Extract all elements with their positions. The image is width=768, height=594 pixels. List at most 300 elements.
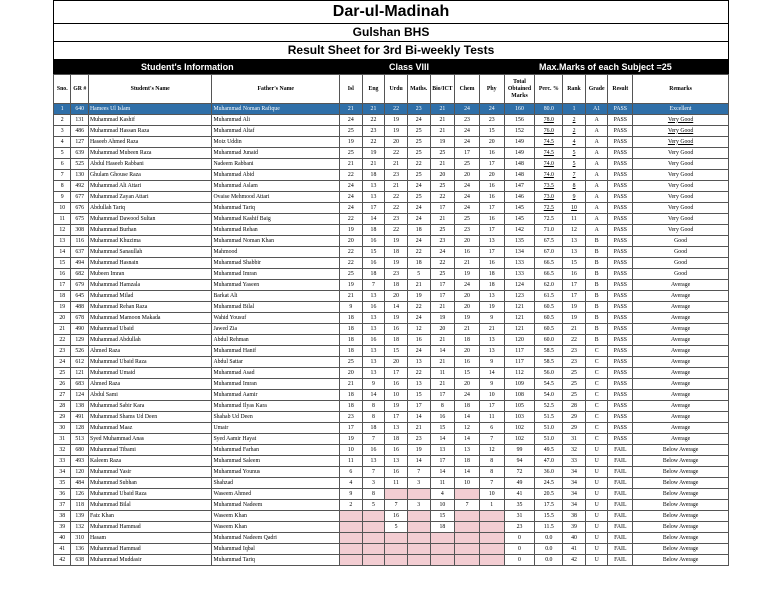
- table-cell: 638: [71, 555, 88, 566]
- table-cell: 2: [340, 500, 363, 511]
- table-cell: 16: [362, 258, 385, 269]
- table-cell: [362, 522, 385, 533]
- table-cell: 18: [362, 423, 385, 434]
- table-cell: Muhammad Maaz: [88, 423, 211, 434]
- table-cell: [455, 544, 480, 555]
- table-cell: 118: [71, 500, 88, 511]
- table-cell: 11: [563, 214, 586, 225]
- table-cell: 0: [504, 544, 535, 555]
- table-cell: 18: [407, 225, 430, 236]
- table-cell: 40: [54, 533, 71, 544]
- column-header: Bio/ICT: [430, 75, 455, 104]
- table-cell: PASS: [608, 302, 633, 313]
- table-cell: 15: [362, 247, 385, 258]
- table-cell: 22: [385, 104, 408, 115]
- table-cell: C: [585, 379, 608, 390]
- table-cell: 49.5: [535, 445, 563, 456]
- table-cell: 6: [54, 159, 71, 170]
- table-cell: 135: [504, 236, 535, 247]
- table-cell: 14: [455, 412, 480, 423]
- table-cell: 22: [407, 159, 430, 170]
- table-cell: 149: [504, 137, 535, 148]
- table-cell: 17: [563, 291, 586, 302]
- table-cell: Moiz Uddin: [212, 137, 340, 148]
- table-cell: PASS: [608, 214, 633, 225]
- table-cell: 15: [563, 258, 586, 269]
- table-cell: 16: [385, 324, 408, 335]
- table-cell: [362, 555, 385, 566]
- table-cell: 51.0: [535, 423, 563, 434]
- column-header: Grade: [585, 75, 608, 104]
- table-cell: Muhammad Tariq: [212, 203, 340, 214]
- table-cell: 10: [563, 203, 586, 214]
- table-cell: 7: [455, 500, 480, 511]
- table-cell: 25: [407, 148, 430, 159]
- table-cell: 11: [340, 456, 363, 467]
- table-cell: B: [585, 291, 608, 302]
- table-cell: 494: [71, 258, 88, 269]
- table-cell: 24: [430, 247, 455, 258]
- table-cell: 60.5: [535, 302, 563, 313]
- table-cell: 8: [479, 456, 504, 467]
- table-cell: Muhammad Khuzima: [88, 236, 211, 247]
- table-cell: 15: [54, 258, 71, 269]
- table-cell: 7: [407, 467, 430, 478]
- table-cell: U: [585, 522, 608, 533]
- table-cell: 78.0: [535, 115, 563, 126]
- table-cell: 9: [563, 192, 586, 203]
- table-cell: Waseem Khan: [212, 511, 340, 522]
- table-cell: 29: [563, 412, 586, 423]
- table-row: [54, 192, 729, 203]
- school-title: Dar-ul-Madinah: [53, 0, 729, 24]
- table-cell: 16: [385, 511, 408, 522]
- table-cell: Average: [633, 280, 729, 291]
- table-cell: 16: [385, 379, 408, 390]
- table-cell: Muhammad Ilyas Kara: [212, 401, 340, 412]
- table-cell: Very Good: [633, 126, 729, 137]
- table-cell: Below Average: [633, 445, 729, 456]
- table-cell: 19: [385, 258, 408, 269]
- table-cell: PASS: [608, 313, 633, 324]
- table-cell: Below Average: [633, 555, 729, 566]
- table-cell: Kaleem Raza: [88, 456, 211, 467]
- table-cell: 23: [385, 170, 408, 181]
- table-cell: 8: [479, 467, 504, 478]
- table-cell: 25: [340, 357, 363, 368]
- table-cell: 7: [362, 434, 385, 445]
- table-cell: 145: [504, 203, 535, 214]
- table-cell: 126: [71, 489, 88, 500]
- table-cell: 136: [71, 544, 88, 555]
- table-cell: 6: [340, 467, 363, 478]
- table-cell: 73.0: [535, 192, 563, 203]
- table-cell: 680: [71, 445, 88, 456]
- table-cell: U: [585, 500, 608, 511]
- table-cell: Syed Aamir Hayat: [212, 434, 340, 445]
- results-table: [53, 74, 729, 566]
- table-cell: 148: [504, 159, 535, 170]
- table-cell: 488: [71, 302, 88, 313]
- table-cell: 17: [430, 456, 455, 467]
- table-cell: 21: [407, 280, 430, 291]
- table-cell: PASS: [608, 159, 633, 170]
- table-cell: 24: [455, 104, 480, 115]
- table-cell: 10: [385, 390, 408, 401]
- table-cell: 24: [455, 390, 480, 401]
- table-cell: 21: [430, 159, 455, 170]
- table-cell: 7: [563, 170, 586, 181]
- table-cell: PASS: [608, 137, 633, 148]
- table-cell: U: [585, 544, 608, 555]
- column-header: Remarks: [633, 75, 729, 104]
- table-cell: Muhammad Rehan: [212, 225, 340, 236]
- table-row: [54, 258, 729, 269]
- table-cell: Average: [633, 368, 729, 379]
- table-cell: 25: [430, 181, 455, 192]
- table-cell: 24: [407, 181, 430, 192]
- table-cell: PASS: [608, 247, 633, 258]
- table-cell: 18: [362, 170, 385, 181]
- table-cell: 17: [54, 280, 71, 291]
- table-cell: 640: [71, 104, 88, 115]
- table-cell: 23: [340, 412, 363, 423]
- table-row: [54, 522, 729, 533]
- table-cell: Muhammad Sanaullah: [88, 247, 211, 258]
- table-cell: A1: [585, 104, 608, 115]
- table-cell: 18: [340, 335, 363, 346]
- table-cell: Very Good: [633, 137, 729, 148]
- table-cell: PASS: [608, 115, 633, 126]
- table-cell: 18: [385, 434, 408, 445]
- table-cell: 142: [504, 225, 535, 236]
- table-cell: [407, 489, 430, 500]
- table-cell: [455, 511, 480, 522]
- table-cell: 25: [563, 390, 586, 401]
- table-cell: Good: [633, 247, 729, 258]
- table-cell: FAIL: [608, 544, 633, 555]
- table-cell: 5: [407, 269, 430, 280]
- table-cell: 33: [54, 456, 71, 467]
- table-cell: 152: [504, 126, 535, 137]
- table-cell: C: [585, 423, 608, 434]
- table-cell: [479, 555, 504, 566]
- table-cell: Below Average: [633, 533, 729, 544]
- table-cell: Muhammad Younus: [212, 467, 340, 478]
- table-cell: 21: [430, 302, 455, 313]
- table-cell: 18: [430, 522, 455, 533]
- table-cell: 6: [479, 423, 504, 434]
- table-cell: 23: [455, 115, 480, 126]
- table-cell: Muhammad Abdullah: [88, 335, 211, 346]
- table-cell: 7: [362, 467, 385, 478]
- table-cell: Muhammad Kashif: [88, 115, 211, 126]
- table-cell: B: [585, 302, 608, 313]
- table-cell: 21: [455, 258, 480, 269]
- table-cell: 19: [340, 280, 363, 291]
- table-cell: 25: [407, 170, 430, 181]
- table-cell: 24: [455, 203, 480, 214]
- table-cell: 35: [504, 500, 535, 511]
- table-cell: 19: [362, 148, 385, 159]
- table-cell: 16: [362, 302, 385, 313]
- table-cell: 35: [54, 478, 71, 489]
- table-cell: Ovaise Mehmood Attari: [212, 192, 340, 203]
- table-cell: Muhammad Ubaid Raza: [88, 357, 211, 368]
- table-cell: 9: [340, 302, 363, 313]
- table-cell: Abdul Haseeb Rabbani: [88, 159, 211, 170]
- table-cell: 121: [504, 324, 535, 335]
- table-cell: Average: [633, 291, 729, 302]
- table-cell: PASS: [608, 203, 633, 214]
- table-cell: 21: [430, 104, 455, 115]
- table-cell: C: [585, 368, 608, 379]
- table-cell: C: [585, 346, 608, 357]
- table-cell: Muhammad Asad: [212, 368, 340, 379]
- table-cell: 15: [430, 423, 455, 434]
- table-cell: U: [585, 456, 608, 467]
- table-cell: 0.0: [535, 533, 563, 544]
- table-cell: 24: [54, 357, 71, 368]
- table-cell: 21: [430, 115, 455, 126]
- table-row: [54, 324, 729, 335]
- table-cell: 117: [504, 357, 535, 368]
- table-cell: Muhammad Rehan Raza: [88, 302, 211, 313]
- table-cell: 13: [479, 346, 504, 357]
- table-cell: 21: [430, 379, 455, 390]
- table-cell: Barkat Ali: [212, 291, 340, 302]
- table-cell: Muhammad Shams Ud Deen: [88, 412, 211, 423]
- table-cell: 13: [563, 236, 586, 247]
- table-cell: 58.5: [535, 357, 563, 368]
- table-cell: [385, 555, 408, 566]
- table-cell: 128: [71, 423, 88, 434]
- table-cell: Mubeen Imran: [88, 269, 211, 280]
- table-cell: 131: [71, 115, 88, 126]
- table-row: [54, 544, 729, 555]
- table-cell: 20: [430, 170, 455, 181]
- table-cell: 11: [479, 412, 504, 423]
- table-cell: 156: [504, 115, 535, 126]
- table-cell: 54.5: [535, 379, 563, 390]
- table-cell: Very Good: [633, 214, 729, 225]
- column-header: Phy: [479, 75, 504, 104]
- table-cell: 12: [479, 445, 504, 456]
- table-cell: Muhammad Muddasir: [88, 555, 211, 566]
- table-cell: Below Average: [633, 544, 729, 555]
- table-row: [54, 511, 729, 522]
- table-cell: Abdul Rehman: [212, 335, 340, 346]
- table-row: [54, 214, 729, 225]
- table-cell: 4: [563, 137, 586, 148]
- table-cell: 5: [385, 522, 408, 533]
- table-cell: 67.0: [535, 247, 563, 258]
- table-cell: 20: [455, 379, 480, 390]
- table-cell: Muhammad Bilal: [212, 302, 340, 313]
- table-cell: Muhammad Hassan Raza: [88, 126, 211, 137]
- table-cell: FAIL: [608, 533, 633, 544]
- table-cell: 18: [362, 225, 385, 236]
- table-cell: 56.0: [535, 368, 563, 379]
- table-cell: 10: [479, 489, 504, 500]
- table-cell: 54.0: [535, 390, 563, 401]
- table-cell: 9: [362, 379, 385, 390]
- table-row: [54, 500, 729, 511]
- table-cell: 15: [385, 346, 408, 357]
- table-cell: 19: [563, 302, 586, 313]
- table-cell: 8: [430, 401, 455, 412]
- table-cell: 0.0: [535, 544, 563, 555]
- table-cell: 7: [479, 478, 504, 489]
- table-cell: U: [585, 489, 608, 500]
- table-cell: Muhammad Tariq: [212, 555, 340, 566]
- table-cell: 17: [479, 203, 504, 214]
- table-cell: Average: [633, 357, 729, 368]
- table-cell: 23: [479, 115, 504, 126]
- table-cell: Muhammad Altaf: [212, 126, 340, 137]
- table-row: [54, 423, 729, 434]
- table-cell: 29: [54, 412, 71, 423]
- table-cell: Good: [633, 258, 729, 269]
- table-cell: 18: [385, 280, 408, 291]
- table-row: [54, 269, 729, 280]
- table-cell: 5: [563, 159, 586, 170]
- table-row: [54, 302, 729, 313]
- table-cell: Muhammad Abid: [212, 170, 340, 181]
- table-row: [54, 280, 729, 291]
- table-cell: 25: [407, 126, 430, 137]
- table-cell: PASS: [608, 148, 633, 159]
- table-cell: Below Average: [633, 500, 729, 511]
- table-cell: 13: [563, 247, 586, 258]
- table-cell: [407, 533, 430, 544]
- table-cell: 10: [430, 500, 455, 511]
- table-cell: 19: [340, 225, 363, 236]
- table-row: [54, 170, 729, 181]
- table-cell: Muhammad Hasnain: [88, 258, 211, 269]
- table-cell: 21: [340, 159, 363, 170]
- table-cell: [455, 522, 480, 533]
- table-cell: 25: [430, 269, 455, 280]
- table-cell: 19: [340, 434, 363, 445]
- table-cell: 18: [54, 291, 71, 302]
- table-cell: 16: [362, 335, 385, 346]
- table-cell: 14: [479, 368, 504, 379]
- table-row: [54, 434, 729, 445]
- table-cell: 310: [71, 533, 88, 544]
- table-cell: 24: [455, 192, 480, 203]
- table-cell: A: [585, 126, 608, 137]
- table-cell: 145: [504, 214, 535, 225]
- table-cell: 17: [455, 148, 480, 159]
- table-cell: 24: [455, 280, 480, 291]
- table-cell: 23: [362, 126, 385, 137]
- table-cell: 676: [71, 203, 88, 214]
- table-cell: 29: [563, 423, 586, 434]
- table-cell: 14: [385, 302, 408, 313]
- table-cell: Muhammad Nadeem: [212, 500, 340, 511]
- table-cell: Very Good: [633, 181, 729, 192]
- table-cell: 23: [54, 346, 71, 357]
- table-cell: 62.0: [535, 280, 563, 291]
- table-cell: 103: [504, 412, 535, 423]
- table-cell: 127: [71, 137, 88, 148]
- table-cell: 19: [563, 313, 586, 324]
- table-cell: Muhammad Junaid: [212, 148, 340, 159]
- table-cell: 148: [504, 170, 535, 181]
- table-cell: 18: [340, 313, 363, 324]
- table-cell: 7: [479, 434, 504, 445]
- table-cell: Faiz Khan: [88, 511, 211, 522]
- table-cell: 124: [504, 280, 535, 291]
- table-cell: A: [585, 115, 608, 126]
- table-cell: 105: [504, 401, 535, 412]
- table-cell: [385, 533, 408, 544]
- table-cell: Muhammad Imran: [212, 379, 340, 390]
- table-cell: 25: [455, 159, 480, 170]
- table-row: [54, 533, 729, 544]
- table-cell: 16: [385, 467, 408, 478]
- table-cell: 32: [563, 445, 586, 456]
- table-cell: 19: [385, 115, 408, 126]
- student-info-label: Student's Information: [141, 62, 234, 72]
- table-cell: 36.0: [535, 467, 563, 478]
- table-cell: A: [585, 181, 608, 192]
- column-header: Student's Name: [88, 75, 211, 104]
- table-cell: 33: [563, 456, 586, 467]
- table-cell: 25: [563, 379, 586, 390]
- table-cell: 23: [385, 269, 408, 280]
- table-cell: C: [585, 357, 608, 368]
- table-cell: 13: [362, 324, 385, 335]
- table-cell: 13: [362, 456, 385, 467]
- table-cell: Muhammad Dawood Sultan: [88, 214, 211, 225]
- table-cell: 24: [407, 115, 430, 126]
- table-cell: 74.0: [535, 170, 563, 181]
- table-cell: Muhammad Ubaid Raza: [88, 489, 211, 500]
- column-header: GR #: [71, 75, 88, 104]
- table-cell: 17: [385, 412, 408, 423]
- table-cell: 513: [71, 434, 88, 445]
- table-cell: 4: [54, 137, 71, 148]
- table-cell: 17: [430, 390, 455, 401]
- table-cell: 12: [455, 423, 480, 434]
- table-cell: 18: [479, 280, 504, 291]
- table-cell: U: [585, 533, 608, 544]
- table-row: [54, 225, 729, 236]
- column-header: Perc. %: [535, 75, 563, 104]
- table-cell: 20: [340, 368, 363, 379]
- table-cell: 138: [71, 401, 88, 412]
- table-cell: 133: [504, 258, 535, 269]
- table-cell: 21: [430, 214, 455, 225]
- table-cell: Very Good: [633, 225, 729, 236]
- table-cell: 18: [362, 269, 385, 280]
- table-cell: 28: [54, 401, 71, 412]
- table-cell: 0.0: [535, 555, 563, 566]
- table-cell: 66.5: [535, 269, 563, 280]
- table-cell: 7: [385, 500, 408, 511]
- table-cell: Average: [633, 379, 729, 390]
- table-cell: [430, 533, 455, 544]
- table-cell: Muhammad Ali Attari: [88, 181, 211, 192]
- table-cell: 8: [362, 412, 385, 423]
- table-cell: 14: [430, 467, 455, 478]
- table-cell: 11.5: [535, 522, 563, 533]
- table-cell: 109: [504, 379, 535, 390]
- table-cell: Ghulam Ghouse Raza: [88, 170, 211, 181]
- table-cell: 11: [430, 478, 455, 489]
